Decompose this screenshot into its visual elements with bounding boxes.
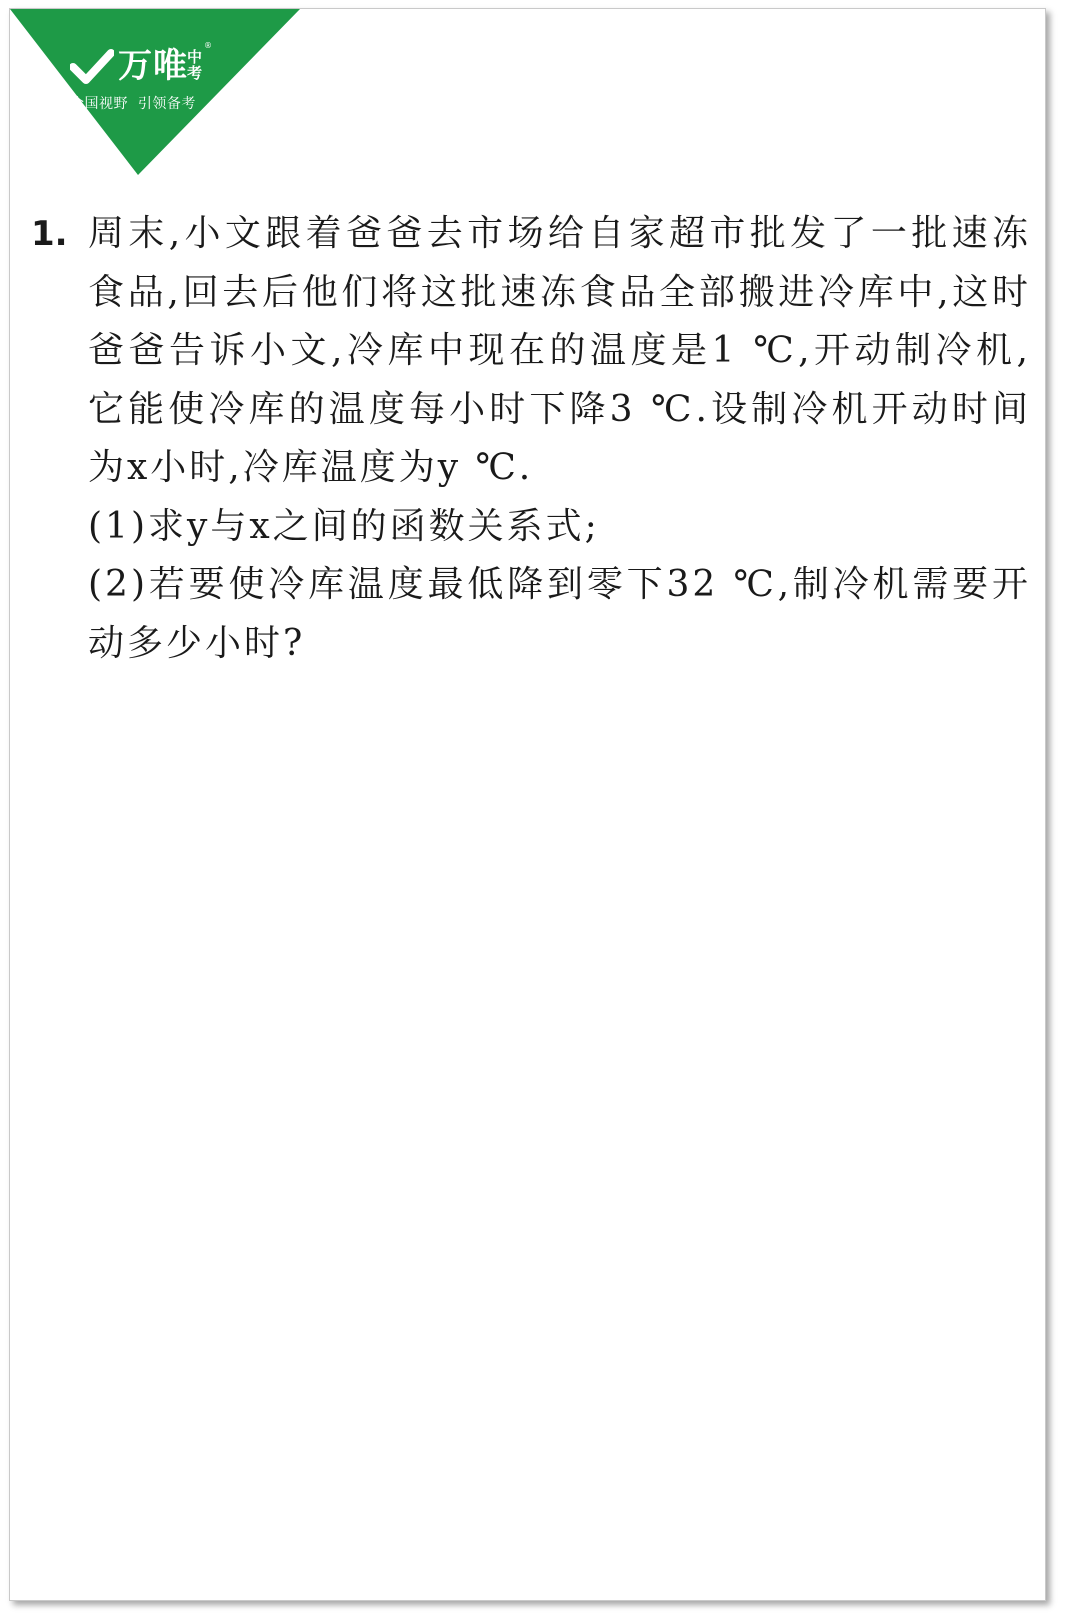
brand-sub-label: 中考 bbox=[187, 48, 203, 82]
sub-question-1: (1)求y与x之间的函数关系式; bbox=[88, 505, 600, 547]
registered-mark: ® bbox=[204, 41, 212, 50]
question-block bbox=[31, 205, 1031, 673]
question-stem: 周末,小文跟着爸爸去市场给自家超市批发了一批速冻食品,回去后他们将这批速冻食品全部搬进冷库中,这时爸爸告诉小文,冷库中现在的温度是1 ℃,开动制冷机,它能使冷库的温度每小时下降3 ℃.设制冷机开动时间为x小时,冷库温度为y ℃. bbox=[88, 213, 1031, 488]
brand-slogan: 全国视野 引领备考 bbox=[70, 96, 196, 112]
question-number: 1. bbox=[31, 214, 68, 254]
brand-name: 万唯 bbox=[118, 46, 188, 86]
page-card bbox=[9, 8, 1046, 1601]
sub-question-2: (2)若要使冷库温度最低降到零下32 ℃,制冷机需要开动多少小时? bbox=[88, 564, 1031, 664]
brand-logo bbox=[10, 9, 300, 179]
checkmark-icon bbox=[70, 49, 114, 85]
